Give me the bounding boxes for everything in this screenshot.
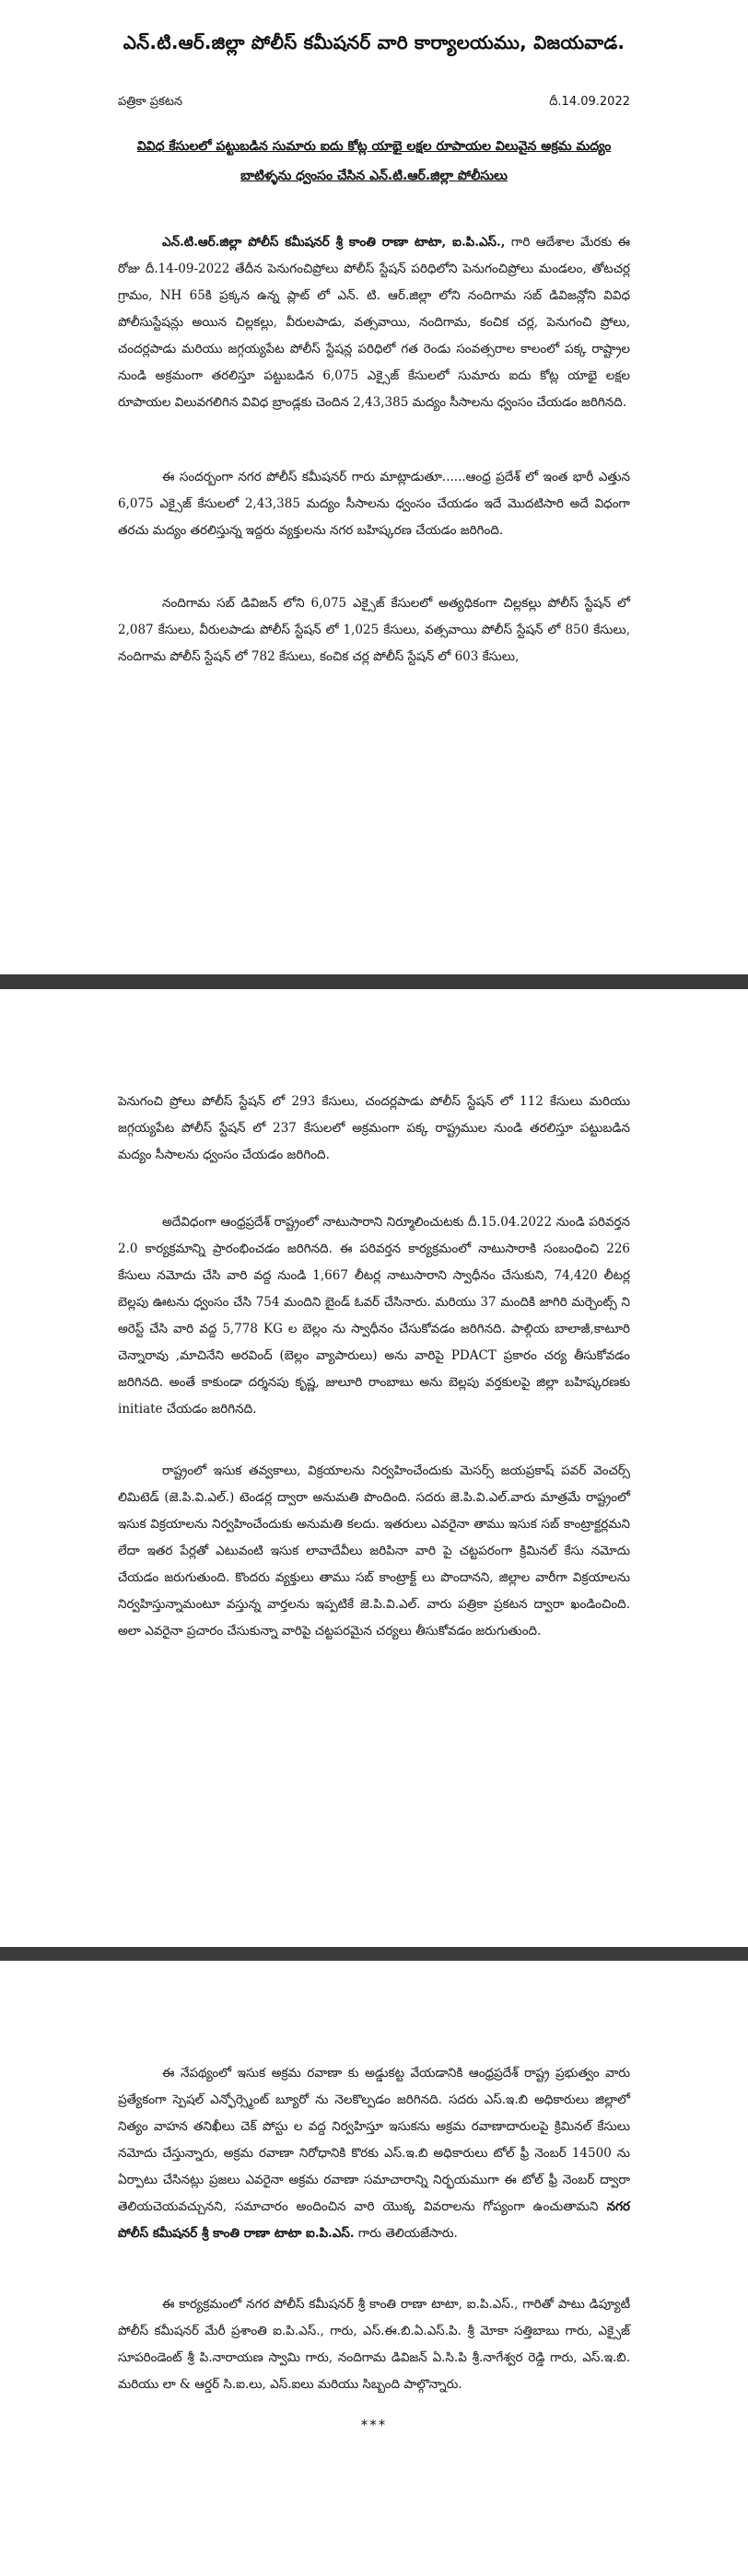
subject-heading bbox=[118, 132, 630, 191]
paragraph-3: నందిగామ సబ్ డివిజన్ లోని 6,075 ఎక్సైజ్ కేసులలో అత్యధికంగా చిల్లకల్లు పోలీస్ స్టేషన్ లో 2,087 కేసులు, వీరులపాడు పోలీస్ స్టేషన్ లో 1,025 కేసులు, వత్సవాయి పోలీస్ స్టేషన్ లో 850 కేసులు, నందిగామ పోలీస్ స్టేషన్ లో 782 కేసులు, కంచిక చర్ల పోలీస్ స్టేషన్ లో 603 కేసులు, bbox=[118, 596, 630, 664]
document-page-3 bbox=[0, 1961, 748, 2576]
commissioner-name-closing: నగర పోలీస్ కమీషనర్ శ్రీ కాంతి రాణా టాటా ఐ.పి.ఎస్. bbox=[118, 2199, 631, 2241]
subject-line-2: బాటిళ్ళను ధ్వంసం చేసిన ఎన్.టి.ఆర్.జిల్లా పోలీసులు bbox=[240, 169, 508, 183]
paragraph-1-text: గారి ఆదేశాల మేరకు ఈ రోజు దీ.14-09-2022 తేదీన పెనుగంచిప్రోలు పోలీస్ స్టేషన్ పరిధిలోని పెనుగంచిప్రోలు మండలం, తోటచర్ల గ్రామం, NH 65కి ప్రక్కన ఉన్న ప్లాట్ లో ఎన్. టి. ఆర్.జిల్లా లోని నందిగామ సబ్ డివిజన్లోని వివిధ పోలీసుస్టేషన్లు అయిన చిల్లకల్లు, వీరులపాడు, వత్సవాయి, నందిగామ, కంచిక చర్ల, పెనుగంచి ప్రోలు, చందర్లపాడు మరియు జగ్గయ్యపేట పోలీస్ స్టేషన్ల పరిధిలో గత రెండు సంవత్సరాల కాలంలో పక్క రాష్ట్రాల నుండి అక్రమంగా తరలిస్తూ పట్టుబడిన 6,075 ఎక్సైజ్ కేసులలో సుమారు ఐదు కోట్ల యాభై లక్షల రూపాయల విలువగలిగిన వివిధ బ్రాండ్లకు చెందిన 2,43,385 మద్యం సీసాలను ధ్వంసం చేయడం జరిగినది. bbox=[118, 235, 631, 410]
paragraph-7 bbox=[118, 1961, 630, 2247]
paragraph-5: అదేవిధంగా ఆంధ్రప్రదేశ్ రాష్ట్రంలో నాటుసారాని నిర్మూలించుటకు దీ.15.04.2022 నుండి పరివర్తన 2.0 కార్యక్రమాన్ని ప్రారంభించడం జరిగినది. ఈ పరివర్తన కార్యక్రమంలో నాటుసారాకి సంబంధించి 226 కేసులు నమోదు చేసి వారి వద్ద నుండి 1,667 లీటర్ల నాటుసారాని స్వాధీనం చేసుకుని, 74,420 లీటర్ల బెల్లపు ఊటను ధ్వంసం చేసి 754 మందిని బైండ్ ఓవర్ చేసినారు. మరియు 37 మందికి జాగిరి మర్చెంట్స్ ని అరెస్ట్ చేసి వారి వద్ద 5,778 KG ల బెల్లం ను స్వాధీనం చేసుకోవడం జరిగినది. పాల్గియ బాలాజీ,కాటూరి చెన్నారావు ,మాచినేని అరవింద్ (బెల్లం వ్యాపారులు) అను వారిపై PDACT ప్రకారం చర్య తీసుకోవడం జరిగినది. అంతే కాకుండా దర్శనపు కృష్ణ, జులూరి రాంబాబు అను బెల్లపు వర్తకులపై జిల్లా బహిష్కరణకు initiate చేయడం జరిగినది. bbox=[118, 1215, 630, 1416]
commissioner-name: ఎన్.టి.ఆర్.జిల్లా పోలీస్ కమీషనర్ శ్రీ కాంతి రాణా టాటా, ఐ.పి.ఎస్., bbox=[162, 235, 506, 250]
end-stars: *** bbox=[360, 2417, 388, 2433]
paragraph-7-tail: గారు తెలియజేసారు. bbox=[354, 2226, 458, 2241]
paragraph-4: పెనుగంచి ప్రోలు పోలీస్ స్టేషన్ లో 293 కేసులు, చందర్లపాడు పోలీస్ స్టేషన్ లో 112 కేసులు మరియు జగ్గయ్యపేట పోలీస్ స్టేషన్ లో 237 కేసులలో అక్రమంగా పక్క రాష్ట్రముల నుండి తరలిస్తూ పట్టుబడిన మద్యం సీసాలను ధ్వంసం చేయడం జరిగింది. bbox=[118, 1094, 630, 1162]
page-separator bbox=[0, 1947, 748, 1961]
paragraph-6: రాష్ట్రంలో ఇసుక తవ్వకాలు, విక్రయాలను నిర్వహించేందుకు మెసర్స్ జయప్రకాష్ పవర్ వెంచర్స్ లిమిటెడ్ (జె.పి.వి.ఎల్.) టెండర్ల ద్వారా అనుమతి పొందింది. సదరు జె.పి.వి.ఎల్.వారు మాత్రమే రాష్ట్రంలో ఇసుక విక్రయాలను నిర్వహించేందుకు అనుమతి కలదు. ఇతరులు ఎవరైనా తాము ఇసుక సబ్ కాంట్రాక్టర్లమని లేదా ఇతర పేర్లతో ఎటువంటి ఇసుక లావాదేవీలు జరిపినా వారి పై చట్టపరంగా క్రిమినల్ కేసు నమోదు చేయడం జరుగుతుంది. కొందరు వ్యక్తులు తాము సబ్ కాంట్రాక్ట్ లు పొందానని, జిల్లాల వారీగా విక్రయాలను నిర్వహిస్తున్నామంటూ వస్తున్న వార్తలను ఇప్పటికే జె.పి.వి.ఎల్. వారు పత్రికా ప్రకటన ద్వారా ఖండించింది. అలా ఎవరైనా ప్రచారం చేసుకున్నా వారిపై చట్టపరమైన చర్యలు తీసుకోవడం జరుగుతుంది. bbox=[118, 1463, 630, 1638]
page-separator bbox=[0, 974, 748, 989]
paragraph-1 bbox=[118, 229, 630, 416]
subject-line-1: వివిధ కేసులలో పట్టుబడిన సుమారు ఐదు కోట్ల యాభై లక్షల రూపాయల విలువైన అక్రమ మద్యం bbox=[136, 139, 612, 154]
paragraph-7-text: ఈ నేపథ్యంలో ఇసుక అక్రమ రవాణా కు అడ్డుకట్ట వేయడానికి ఆంధ్రప్రదేశ్ రాష్ట్ర ప్రభుత్వం వారు ప్రత్యేకంగా స్పెషల్ ఎన్ఫోర్స్మెంట్ బ్యూరో ను నెలకొల్పడం జరిగినది. సదరు ఎస్.ఇ.బి అధికారులు జిల్లాలో నిత్యం వాహన తనిఖీలు చెక్ పోస్టు ల వద్ద నిర్వహిస్తూ ఇసుకను అక్రమ రవాణాదారులపై క్రిమినల్ కేసులు నమోదు చేస్తున్నారు, అక్రమ రవాణా నిరోధానికి కొరకు ఎస్.ఇ.బి అధికారులు టోల్ ఫ్రీ నెంబర్ 14500 ను ఏర్పాటు చేసినట్లు ప్రజలు ఎవరైనా అక్రమ రవాణా సమాచారాన్ని నిర్భయముగా ఈ టోల్ ఫ్రీ నెంబర్ ద్వారా తెలియచెయవచ్చునని, సమాచారం అందించిన వారి యొక్క వివరాలను గోప్యంగా ఉంచుతామని bbox=[118, 2066, 630, 2214]
press-release-label: పత్రికా ప్రకటన bbox=[118, 95, 183, 109]
release-date: దీ.14.09.2022 bbox=[549, 95, 630, 109]
document-page-2 bbox=[0, 989, 748, 1947]
paragraph-8: ఈ కార్యక్రమంలో నగర పోలీస్ కమీషనర్ శ్రీ కాంతి రాణా టాటా, ఐ.పి.ఎస్., గారితో పాటు డిప్యూటీ పోలీస్ కమీషనర్ మేరీ ప్రశాంతి ఐ.పి.ఎస్., గారు, ఎస్.ఈ.బి.ఏ.ఎస్.పి. శ్రీ మోకా సత్తిబాబు గారు, ఎక్సైజ్ సూపరిండెంట్ శ్రీ పి.నారాయణ స్వామి గారు, నందిగామ డివిజన్ ఏ.సి.పి శ్రీ.నాగేశ్వర రెడ్డి గారు, ఎస్.ఇ.బి. మరియు లా & ఆర్డర్ సి.ఐ.లు, ఎస్.ఐలు మరియు సిబ్బంది పాల్గొన్నారు. bbox=[118, 2297, 630, 2392]
document-page-1 bbox=[0, 0, 748, 974]
paragraph-2: ఈ సందర్బంగా నగర పోలీస్ కమీషనర్ గారు మాట్లాడుతూ......ఆంధ్ర ప్రదేశ్ లో ఇంత భారీ ఎత్తున 6,075 ఎక్సైజ్ కేసులలో 2,43,385 మద్యం సీసాలను ధ్వంసం చేయడం ఇదే మొదటిసారి అదే విధంగా తరచు మద్యం తరలిస్తున్న ఇద్దరు వ్యక్తులను నగర బహిష్కరణ చేయడం జరిగింది. bbox=[118, 470, 630, 538]
meta-row bbox=[118, 95, 630, 111]
office-title: ఎన్.టి.ఆర్.జిల్లా పోలీస్ కమీషనర్ వారి కార్యాలయము, విజయవాడ. bbox=[123, 31, 625, 53]
